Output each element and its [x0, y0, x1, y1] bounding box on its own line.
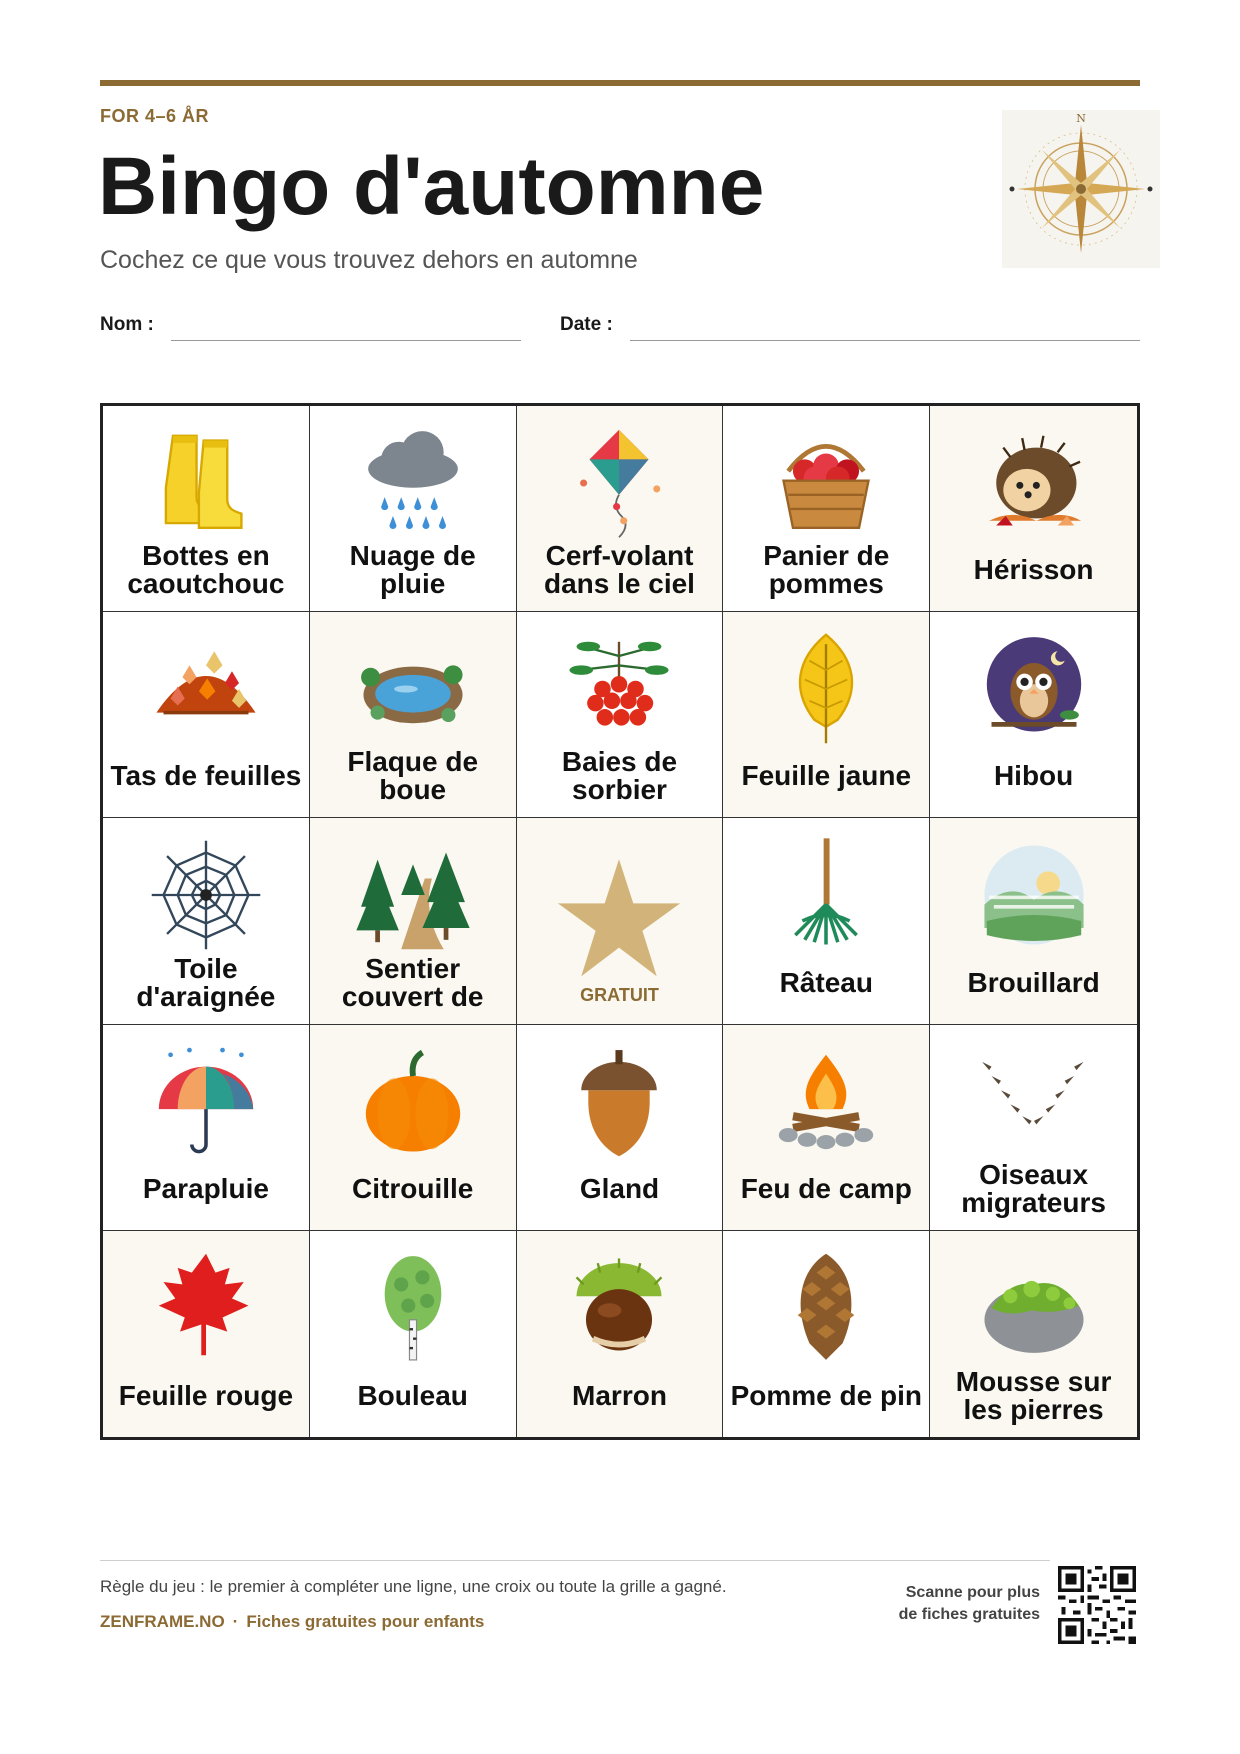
bingo-cell[interactable]	[517, 406, 724, 612]
cell-label: Panier de pommes	[763, 540, 890, 600]
bingo-cell[interactable]	[930, 1025, 1137, 1231]
free-cell[interactable]	[517, 818, 724, 1024]
game-rule: Règle du jeu : le premier à compléter une ligne, une croix ou toute la grille a gagné.	[100, 1577, 727, 1596]
migrating-birds-icon	[975, 1043, 1093, 1161]
chestnut-icon	[560, 1249, 678, 1367]
owl-icon	[975, 630, 1093, 748]
bingo-cell[interactable]	[310, 818, 517, 1024]
scan-line-1: Scanne pour plus	[905, 1584, 1040, 1601]
acorn-icon	[560, 1043, 678, 1161]
cell-label: Hibou	[993, 760, 1074, 792]
scan-text	[899, 1582, 1040, 1627]
bingo-cell[interactable]	[723, 1025, 930, 1231]
bingo-cell[interactable]	[723, 406, 930, 612]
name-label: Nom :	[100, 314, 154, 335]
rain-boots-icon	[147, 424, 265, 542]
qr-code-icon[interactable]	[1058, 1566, 1136, 1644]
apple-basket-icon	[767, 424, 885, 542]
svg-text:N: N	[1076, 112, 1086, 125]
bingo-cell[interactable]	[103, 406, 310, 612]
cell-label: Flaque de boue	[347, 746, 479, 806]
cell-label: Pomme de pin	[730, 1379, 922, 1411]
footer-divider	[100, 1560, 1050, 1561]
compass-rose-icon	[1002, 110, 1160, 268]
scan-line-2: de fiches gratuites	[898, 1606, 1040, 1624]
cell-label: Tas de feuilles	[110, 760, 302, 792]
bingo-cell[interactable]	[930, 1231, 1137, 1437]
birch-tree-icon	[354, 1249, 472, 1367]
free-label: GRATUIT	[580, 984, 659, 1005]
date-label: Date :	[560, 314, 613, 335]
cell-label: Râteau	[779, 966, 873, 998]
star-icon	[554, 854, 684, 984]
page-subtitle: Cochez ce que vous trouvez dehors en automne	[100, 246, 638, 274]
cell-label: Feuille jaune	[741, 760, 912, 792]
bingo-cell[interactable]	[930, 818, 1137, 1024]
cell-label: Toile d'araignée	[136, 952, 276, 1012]
cell-label: Citrouille	[352, 1172, 474, 1204]
umbrella-icon	[147, 1043, 265, 1161]
leaf-pile-icon	[147, 630, 265, 748]
bingo-cell[interactable]	[930, 406, 1137, 612]
hedgehog-icon	[975, 424, 1093, 542]
bingo-cell[interactable]	[517, 1231, 724, 1437]
bingo-cell[interactable]	[103, 612, 310, 818]
brand-name[interactable]: ZENFRAME.NO	[100, 1612, 225, 1631]
bingo-cell[interactable]	[723, 1231, 930, 1437]
spider-web-icon	[147, 836, 265, 954]
page-title: Bingo d'automne	[98, 141, 765, 232]
age-range: FOR 4–6 ÅR	[100, 106, 210, 126]
yellow-leaf-icon	[767, 630, 885, 748]
bingo-cell[interactable]	[517, 1025, 724, 1231]
brand-tagline: Fiches gratuites pour enfants	[246, 1612, 485, 1631]
bingo-cell[interactable]	[103, 1025, 310, 1231]
bingo-cell[interactable]	[930, 612, 1137, 818]
cell-label: Bouleau	[357, 1379, 468, 1411]
cell-label: Oiseaux migrateurs	[961, 1158, 1106, 1218]
cell-label: Brouillard	[967, 966, 1100, 998]
date-field[interactable]	[630, 340, 1140, 341]
bingo-cell[interactable]	[723, 818, 930, 1024]
top-rule	[100, 80, 1140, 86]
bingo-cell[interactable]	[310, 1025, 517, 1231]
rake-icon	[767, 836, 885, 954]
kite-icon	[560, 424, 678, 542]
bingo-cell[interactable]	[310, 1231, 517, 1437]
cell-label: Hérisson	[973, 554, 1094, 586]
cell-label: Parapluie	[142, 1172, 269, 1204]
cell-label: Baies de sorbier	[561, 746, 678, 806]
bingo-cell[interactable]	[103, 818, 310, 1024]
brand-line	[100, 1612, 484, 1632]
fog-landscape-icon	[975, 836, 1093, 954]
cell-label: Cerf-volant dans le ciel	[544, 540, 695, 600]
red-maple-leaf-icon	[147, 1249, 265, 1367]
cell-label: Mousse sur les pierres	[955, 1365, 1112, 1425]
mud-puddle-icon	[354, 630, 472, 748]
cell-label: Feu de camp	[740, 1172, 912, 1204]
bingo-cell[interactable]	[723, 612, 930, 818]
cell-label: Sentier couvert de	[341, 952, 484, 1012]
bingo-cell[interactable]	[103, 1231, 310, 1437]
bingo-cell[interactable]	[517, 612, 724, 818]
cell-label: Gland	[579, 1172, 660, 1204]
bingo-grid	[100, 403, 1140, 1440]
cell-label: Marron	[572, 1379, 667, 1411]
forest-path-icon	[354, 836, 472, 954]
name-field[interactable]	[171, 340, 521, 341]
mossy-stone-icon	[975, 1249, 1093, 1367]
pine-cone-icon	[767, 1249, 885, 1367]
cell-label: Nuage de pluie	[349, 540, 476, 600]
rowan-berries-icon	[560, 630, 678, 748]
pumpkin-icon	[354, 1043, 472, 1161]
cell-label: Bottes en caoutchouc	[127, 540, 285, 600]
bingo-cell[interactable]	[310, 406, 517, 612]
brand-separator: ·	[232, 1612, 239, 1631]
campfire-icon	[767, 1043, 885, 1161]
bingo-cell[interactable]	[310, 612, 517, 818]
rain-cloud-icon	[354, 424, 472, 542]
cell-label: Feuille rouge	[118, 1379, 294, 1411]
